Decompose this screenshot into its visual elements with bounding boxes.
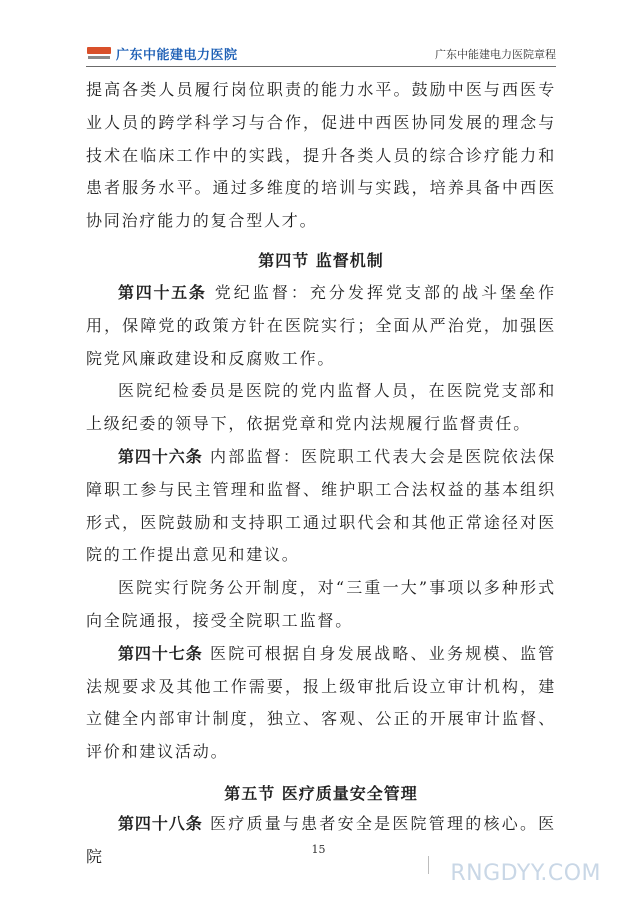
- hospital-logo: [86, 46, 112, 60]
- watermark-text: RNGDYY.COM: [450, 861, 601, 886]
- article-47: [86, 638, 556, 769]
- document-body: [86, 74, 556, 874]
- article-46: [86, 441, 556, 572]
- article-47-label: 第四十七条: [118, 643, 203, 663]
- paragraph-discipline: 医院纪检委员是医院的党内监督人员，在医院党支部和上级纪委的领导下，依据党章和党内法规履行监督责任。: [86, 381, 556, 434]
- logo-mark-icon: [87, 47, 111, 54]
- article-47-text: 医院可根据自身发展战略、业务规模、监管法规要求及其他工作需要，报上级审批后设立审计机构，建立健全内部审计制度，独立、客观、公正的开展审计监督、评价和建议活动。: [86, 643, 556, 762]
- scan-mark: [428, 856, 429, 874]
- page-number: 15: [311, 843, 326, 856]
- article-46-text: 内部监督：医院职工代表大会是医院依法保障职工参与民主管理和监督、维护职工合法权益的基本组织形式，医院鼓励和支持职工通过职代会和其他正常途径对医院的工作提出意见和建议。: [86, 446, 556, 565]
- logo-subtext-icon: [88, 56, 110, 59]
- paragraph-affairs: 医院实行院务公开制度，对“三重一大”事项以多种形式向全院通报，接受全院职工监督。: [86, 578, 556, 630]
- document-title: 广东中能建电力医院章程: [435, 48, 556, 61]
- hospital-name: 广东中能建电力医院: [116, 48, 238, 63]
- article-45-label: 第四十五条: [118, 282, 207, 302]
- page-header: [86, 40, 556, 67]
- article-48-label: 第四十八条: [118, 813, 203, 833]
- article-46-label: 第四十六条: [118, 446, 203, 466]
- article-48-text: 医疗质量与患者安全是医院管理的核心。医院: [86, 813, 556, 866]
- article-45-text: 党纪监督：充分发挥党支部的战斗堡垒作用，保障党的政策方针在医院实行；全面从严治党，加强医院党风廉政建设和反腐败工作。: [86, 282, 556, 368]
- section-heading-4: 第四节 监督机制: [258, 250, 384, 270]
- article-45: [86, 277, 556, 375]
- section-heading-5: 第五节 医疗质量安全管理: [224, 783, 418, 803]
- paragraph-continuation: 提高各类人员履行岗位职责的能力水平。鼓励中医与西医专业人员的跨学科学习与合作，促进中西医协同发展的理念与技术在临床工作中的实践，提升各类人员的综合诊疗能力和患者服务水平。通过多维度的培训与实践，培养具备中西医协同治疗能力的复合型人才。: [86, 80, 556, 231]
